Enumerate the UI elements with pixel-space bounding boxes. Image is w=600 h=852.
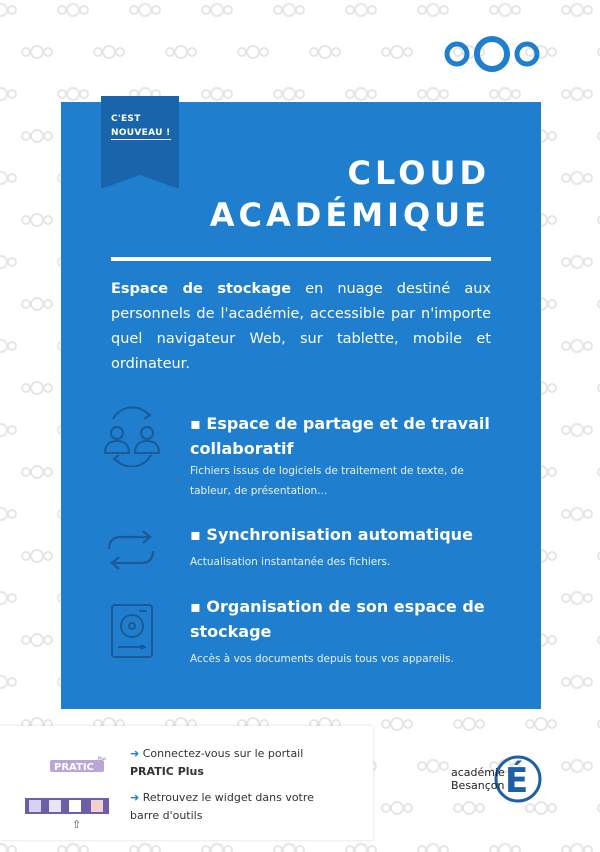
pattern-cloud-mark	[562, 676, 592, 688]
pattern-cloud-mark	[418, 844, 448, 852]
intro-rest: en nuage destiné aux personnels de l'académie, accessible par n'importe quel navigateur Web, sur tablette, mobile et ordinateur.	[111, 281, 491, 372]
pattern-cloud-mark	[274, 4, 304, 16]
pattern-cloud-mark	[346, 88, 376, 100]
pattern-cloud-mark	[418, 88, 448, 100]
feature-desc-sync: Actualisation instantanée des fichiers.	[190, 556, 391, 568]
pattern-cloud-mark	[418, 4, 448, 16]
pattern-cloud-mark	[238, 46, 268, 58]
arrow-icon: ➜	[130, 747, 140, 760]
access-instructions-box	[0, 726, 373, 840]
pattern-cloud-mark	[526, 718, 556, 730]
pattern-cloud-mark	[562, 592, 592, 604]
intro-paragraph	[111, 277, 491, 377]
pattern-cloud-mark	[202, 4, 232, 16]
feature-title-collaboration: ▪ Espace de partage et de travail collaboratif	[190, 414, 490, 458]
pattern-cloud-mark	[562, 760, 592, 772]
pattern-cloud-mark	[0, 592, 16, 604]
pattern-cloud-mark	[562, 340, 592, 352]
sync-icon	[105, 527, 157, 573]
intro-bold: Espace de stockage	[111, 281, 292, 297]
pattern-cloud-mark	[22, 130, 52, 142]
instruction-portal-text: Connectez-vous sur le portail	[142, 747, 304, 760]
title-line2: ACADÉMIQUE	[209, 196, 490, 234]
academie-besancon-logo	[448, 743, 548, 813]
pattern-cloud-mark	[58, 88, 88, 100]
pattern-cloud-mark	[346, 844, 376, 852]
pattern-cloud-mark	[0, 844, 16, 852]
pattern-cloud-mark	[130, 4, 160, 16]
pattern-cloud-mark	[562, 256, 592, 268]
pattern-cloud-mark	[490, 844, 520, 852]
widget-toolbar-image	[25, 798, 109, 814]
pattern-cloud-mark	[22, 382, 52, 394]
academie-line1: académie	[451, 766, 505, 779]
pattern-cloud-mark	[490, 88, 520, 100]
pattern-cloud-mark	[490, 4, 520, 16]
academie-line2: Besançon	[451, 779, 505, 792]
ribbon-line1: C'EST	[111, 114, 141, 124]
instruction-widget	[130, 789, 336, 825]
page-title	[210, 152, 490, 236]
pattern-cloud-mark	[0, 4, 16, 16]
pattern-cloud-mark	[58, 4, 88, 16]
pattern-cloud-mark	[418, 760, 448, 772]
pattern-cloud-mark	[0, 172, 16, 184]
pattern-cloud-mark	[0, 340, 16, 352]
pattern-cloud-mark	[382, 46, 412, 58]
pattern-cloud-mark	[130, 844, 160, 852]
pattern-cloud-mark	[0, 424, 16, 436]
feature-desc-storage: Accès à vos documents depuis tous vos appareils.	[190, 653, 454, 665]
svg-text:Plus: Plus	[98, 756, 107, 761]
pattern-cloud-mark	[562, 424, 592, 436]
feature-title-sync: ▪ Synchronisation automatique	[190, 525, 473, 544]
pattern-cloud-mark	[22, 298, 52, 310]
pattern-cloud-mark	[0, 88, 16, 100]
pattern-cloud-mark	[454, 718, 484, 730]
storage-drive-icon	[109, 602, 155, 660]
pattern-cloud-mark	[562, 508, 592, 520]
title-line1: CLOUD	[347, 154, 490, 192]
pattern-cloud-mark	[0, 508, 16, 520]
pattern-cloud-mark	[562, 88, 592, 100]
pratic-plus-logo	[48, 756, 108, 774]
svg-text:PRATIC: PRATIC	[54, 762, 94, 773]
pattern-cloud-mark	[22, 466, 52, 478]
pattern-cloud-mark	[346, 4, 376, 16]
pattern-cloud-mark	[310, 46, 340, 58]
pattern-cloud-mark	[0, 676, 16, 688]
pattern-cloud-mark	[274, 88, 304, 100]
new-ribbon	[101, 96, 179, 188]
pattern-cloud-mark	[94, 46, 124, 58]
feature-desc-collaboration: Fichiers issus de logiciels de traitement de texte, de tableur, de présentation...	[190, 465, 464, 497]
instruction-portal	[130, 745, 336, 781]
pattern-cloud-mark	[562, 4, 592, 16]
pattern-cloud-mark	[58, 844, 88, 852]
pattern-cloud-mark	[202, 88, 232, 100]
ribbon-line2: NOUVEAU !	[111, 128, 171, 138]
pattern-cloud-mark	[166, 46, 196, 58]
pattern-cloud-mark	[274, 844, 304, 852]
arrow-icon: ➜	[130, 791, 140, 804]
instruction-widget-text: Retrouvez le widget dans votre barre d'outils	[130, 791, 314, 822]
nextcloud-logo-icon	[442, 34, 542, 74]
pattern-cloud-mark	[0, 256, 16, 268]
pattern-cloud-mark	[562, 172, 592, 184]
pattern-cloud-mark	[382, 718, 412, 730]
feature-title-storage: ▪ Organisation de son espace de stockage	[190, 597, 485, 641]
pattern-cloud-mark	[22, 550, 52, 562]
pattern-cloud-mark	[202, 844, 232, 852]
title-divider	[111, 257, 491, 261]
svg-text:É: É	[505, 761, 529, 801]
users-share-icon	[99, 405, 165, 467]
cloud-info-card	[61, 102, 541, 709]
pattern-cloud-mark	[22, 46, 52, 58]
pattern-cloud-mark	[382, 802, 412, 814]
pratic-plus-link[interactable]: PRATIC Plus	[130, 765, 204, 778]
pattern-cloud-mark	[562, 844, 592, 852]
up-arrow-icon: ⇧	[72, 818, 82, 831]
pattern-cloud-mark	[22, 214, 52, 226]
pattern-cloud-mark	[22, 634, 52, 646]
